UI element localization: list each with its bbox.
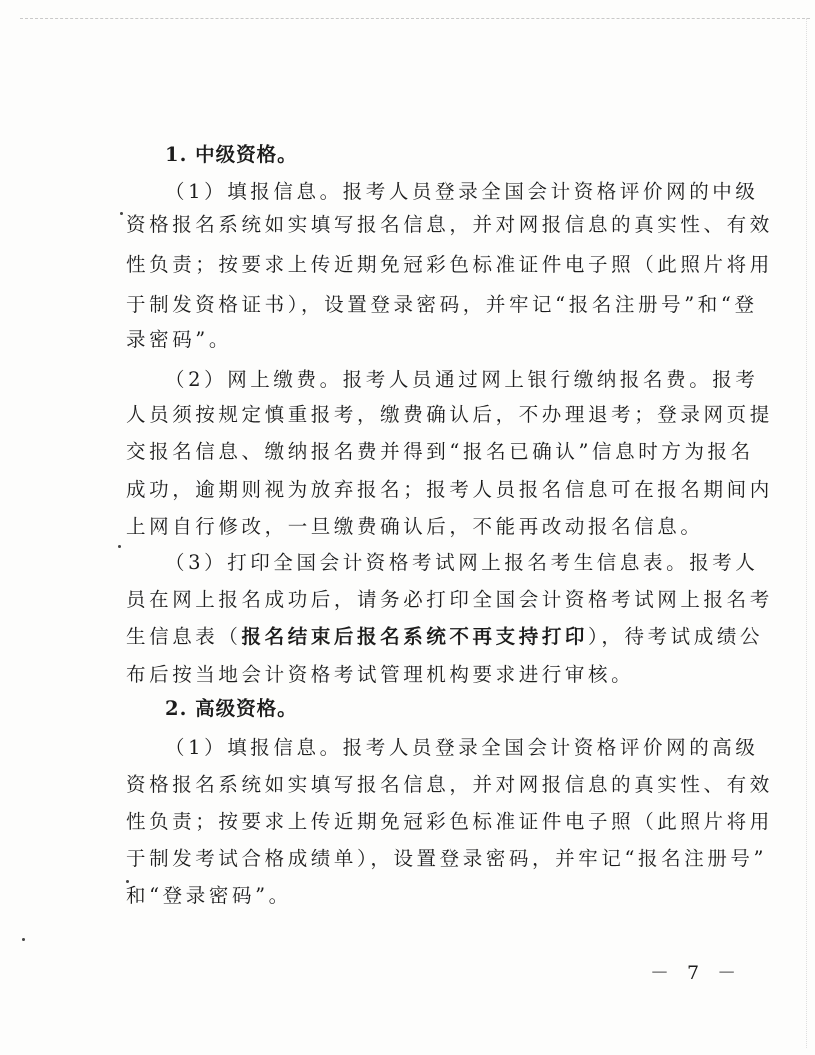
page-number: － 7 －	[650, 962, 743, 984]
body-line: 性负责；按要求上传近期免冠彩色标准证件电子照（此照片将用	[126, 253, 773, 276]
scan-speck	[22, 938, 25, 941]
scan-speck	[120, 212, 123, 215]
body-line: 和“登录密码”。	[126, 884, 292, 907]
scan-top-edge	[20, 18, 810, 19]
body-line: 成功，逾期则视为放弃报名；报考人员报名信息可在报名期间内	[126, 478, 773, 501]
emphasis-text: 报名结束后报名系统不再支持打印	[241, 625, 589, 648]
body-line: （1）填报信息。报考人员登录全国会计资格评价网的高级	[165, 736, 759, 759]
body-line-with-emphasis	[126, 625, 764, 649]
body-line: （1）填报信息。报考人员登录全国会计资格评价网的中级	[165, 180, 759, 203]
scan-right-edge	[806, 18, 807, 1048]
body-line: 性负责；按要求上传近期免冠彩色标准证件电子照（此照片将用	[126, 810, 773, 833]
body-line: 布后按当地会计资格考试管理机构要求进行审核。	[126, 663, 635, 686]
body-line: （3）打印全国会计资格考试网上报名考生信息表。报考人	[165, 551, 759, 574]
body-line: 资格报名系统如实填写报名信息，并对网报信息的真实性、有效	[126, 773, 773, 796]
heading-senior-qualification: 2. 高级资格。	[165, 697, 298, 720]
body-text: 生信息表（	[126, 625, 242, 648]
body-line: （2）网上缴费。报考人员通过网上银行缴纳报名费。报考	[165, 368, 759, 391]
body-line: 人员须按规定慎重报考，缴费确认后，不办理退考；登录网页提	[126, 403, 773, 426]
body-line: 于制发考试合格成绩单），设置登录密码，并牢记“报名注册号”	[126, 847, 768, 870]
scan-speck	[126, 880, 129, 883]
body-text: ），待考试成绩公	[588, 625, 764, 648]
scan-speck	[118, 545, 121, 548]
heading-intermediate-qualification: 1. 中级资格。	[165, 143, 298, 166]
body-line: 资格报名系统如实填写报名信息，并对网报信息的真实性、有效	[126, 213, 773, 236]
body-line: 录密码”。	[126, 328, 232, 351]
body-line: 上网自行修改，一旦缴费确认后，不能再改动报名信息。	[126, 515, 704, 538]
body-line: 员在网上报名成功后，请务必打印全国会计资格考试网上报名考	[126, 588, 773, 611]
body-line: 于制发资格证书），设置登录密码，并牢记“报名注册号”和“登	[126, 293, 758, 316]
body-line: 交报名信息、缴纳报名费并得到“报名已确认”信息时方为报名	[126, 440, 754, 463]
